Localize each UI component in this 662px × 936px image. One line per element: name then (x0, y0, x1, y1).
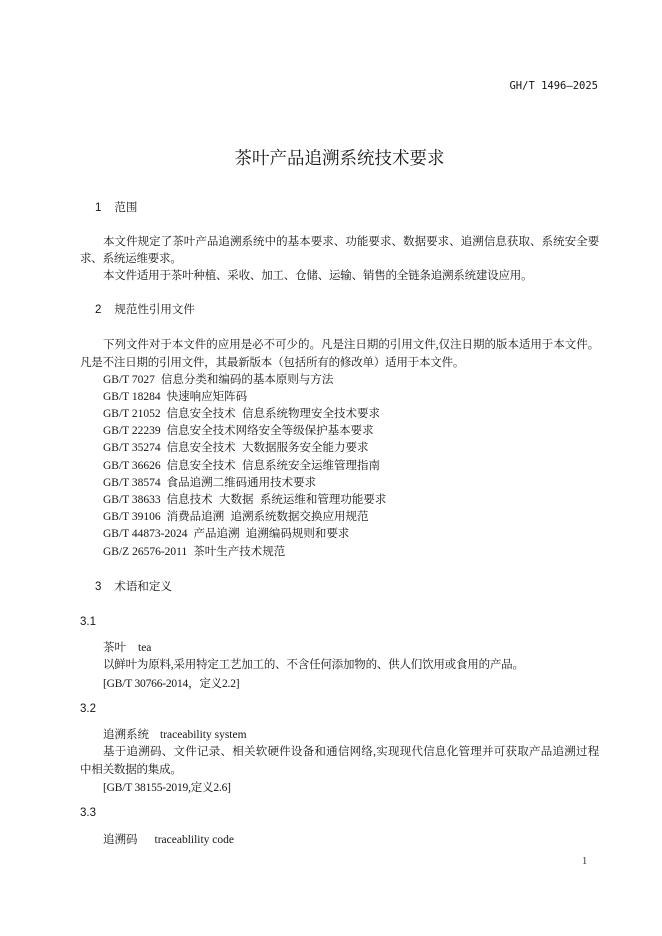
term-definition-line: 中相关数据的集成。 (80, 763, 182, 776)
reference-code: GB/T 39106 (103, 511, 161, 524)
reference-code: GB/Z 26576-2011 (103, 545, 188, 558)
reference-title: 产品追溯 追溯编码规则和要求 (193, 528, 350, 541)
document-title: 茶叶产品追溯系统技术要求 (234, 148, 445, 168)
reference-item (103, 458, 386, 475)
reference-item (103, 526, 386, 543)
term-definition-line: 以鲜叶为原料,采用特定工艺加工的、不含任何添加物的、供人们饮用或食用的产品。 (103, 658, 524, 671)
term-source: [GB/T 38155-2019,定义2.6] (103, 781, 231, 794)
reference-item (103, 492, 386, 509)
references-intro-line: 下列文件对于本文件的应用是必不可少的。凡是注日期的引用文件,仅注日期的版本适用于本文件。 (103, 338, 599, 351)
term-entry (103, 727, 247, 744)
term-entry (103, 832, 234, 849)
term-source: [GB/T 30766-2014，定义2.2] (103, 677, 240, 690)
section-number: 1 (95, 201, 102, 214)
reference-code: GB/T 38574 (103, 476, 161, 489)
reference-title: 信息安全技术 信息系统安全运维管理指南 (166, 459, 380, 472)
reference-code: GB/T 44873-2024 (103, 528, 188, 541)
section-heading-scope (95, 200, 137, 217)
reference-code: GB/T 36626 (103, 459, 161, 472)
section-number: 3 (95, 580, 102, 593)
reference-code: GB/T 35274 (103, 442, 161, 455)
reference-list (103, 372, 386, 561)
reference-code: GB/T 21052 (103, 407, 161, 420)
term-english: traceablility code (154, 833, 235, 846)
reference-title: 快速响应矩阵码 (166, 390, 248, 403)
term-chinese: 追溯系统 (103, 728, 149, 741)
section-title: 规范性引用文件 (114, 303, 195, 316)
scope-paragraph-line: 本文件规定了茶叶产品追溯系统中的基本要求、功能要求、数据要求、追溯信息获取、系统安全要 (103, 235, 599, 248)
term-number: 3.3 (80, 806, 96, 819)
reference-title: 信息技术 大数据 系统运维和管理功能要求 (166, 493, 387, 506)
reference-title: 信息安全技术 信息系统物理安全技术要求 (166, 407, 380, 420)
references-intro-line: 凡是不注日期的引用文件，其最新版本（包括所有的修改单）适用于本文件。 (80, 356, 465, 369)
term-english: tea (138, 641, 152, 654)
reference-code: GB/T 7027 (103, 373, 155, 386)
section-title: 术语和定义 (114, 580, 172, 593)
term-entry (103, 640, 151, 657)
term-chinese: 茶叶 (103, 641, 126, 654)
reference-title: 信息分类和编码的基本原则与方法 (160, 373, 334, 386)
section-title: 范围 (114, 201, 138, 214)
section-heading-terms (95, 579, 172, 596)
scope-paragraph-line: 本文件适用于茶叶种植、采收、加工、仓储、运输、销售的全链条追溯系统建设应用。 (103, 269, 533, 282)
reference-item (103, 509, 386, 526)
reference-item (103, 440, 386, 457)
reference-code: GB/T 18284 (103, 390, 161, 403)
section-heading-normative-references (95, 302, 195, 319)
reference-title: 食品追溯二维码通用技术要求 (166, 476, 317, 489)
term-chinese: 追溯码 (103, 833, 138, 846)
reference-title: 茶叶生产技术规范 (193, 545, 286, 558)
reference-item (103, 389, 386, 406)
section-number: 2 (95, 303, 102, 316)
reference-item (103, 372, 386, 389)
reference-title: 信息安全技术网络安全等级保护基本要求 (166, 425, 374, 438)
reference-code: GB/T 38633 (103, 493, 161, 506)
reference-title: 信息安全技术 大数据服务安全能力要求 (166, 442, 369, 455)
scope-paragraph-line: 求、系统运维要求。 (80, 252, 182, 265)
reference-item (103, 544, 386, 561)
reference-item (103, 406, 386, 423)
term-definition-line: 基于追溯码、文件记录、相关软硬件设备和通信网络,实现现代信息化管理并可获取产品追溯过程 (103, 745, 599, 758)
term-number: 3.1 (80, 615, 96, 628)
standard-number: GH/T 1496—2025 (509, 80, 598, 92)
page-number: 1 (582, 856, 588, 867)
term-number: 3.2 (80, 702, 96, 715)
reference-title: 消费品追溯 追溯系统数据交换应用规范 (166, 511, 369, 524)
reference-item (103, 475, 386, 492)
reference-item (103, 423, 386, 440)
term-english: traceability system (160, 728, 247, 741)
reference-code: GB/T 22239 (103, 425, 161, 438)
